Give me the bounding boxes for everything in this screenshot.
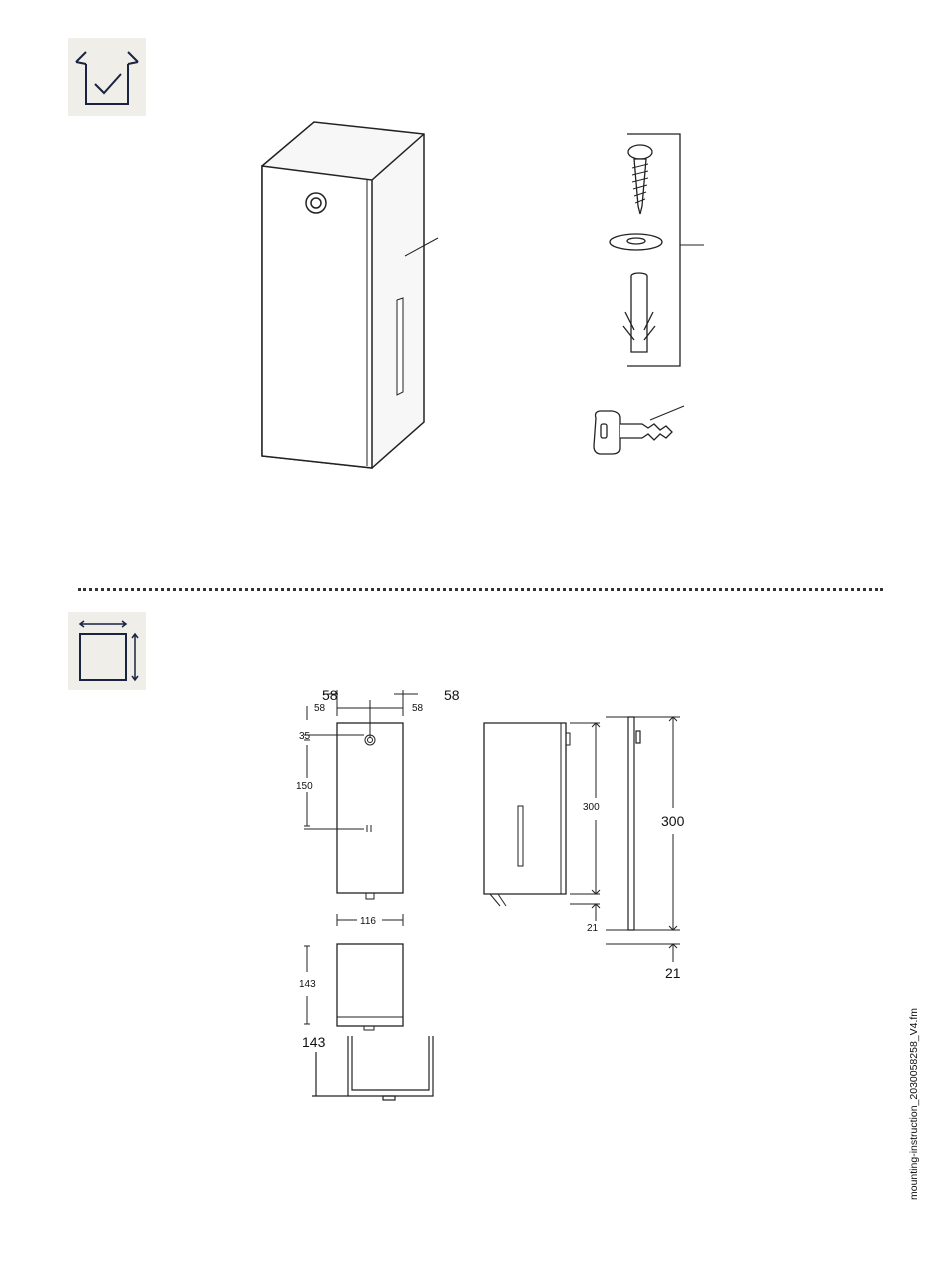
dim-side-height-small: 300 [583, 802, 600, 813]
dim-side-bottom-large: 21 [665, 965, 681, 981]
dim-lock-offset: 35 [299, 731, 311, 742]
dim-front-top-left-small: 58 [314, 703, 326, 714]
footer-filename: mounting-instruction_2030058258_V4.fm [908, 1007, 920, 1200]
fixing-set-illustration [610, 134, 704, 366]
dim-window-offset: 150 [296, 781, 313, 792]
dim-front-top-right-large: 58 [444, 687, 460, 703]
dim-side-height-large: 300 [661, 813, 685, 829]
dim-bottom-depth-large: 143 [302, 1034, 326, 1050]
side-view-drawing-large [606, 717, 680, 962]
dim-front-width: 116 [360, 916, 376, 927]
dim-front-top-left-large: 58 [322, 687, 338, 703]
dim-front-top-right-small: 58 [412, 703, 424, 714]
dispenser-illustration [262, 122, 438, 468]
side-view-drawing [484, 723, 600, 921]
dim-side-bottom-small: 21 [587, 923, 599, 934]
dim-bottom-depth-small: 143 [299, 979, 316, 990]
front-view-drawing [304, 690, 418, 926]
key-illustration [594, 406, 684, 454]
bottom-view-drawing [304, 944, 403, 1030]
bottom-view-drawing-large [312, 1036, 433, 1100]
